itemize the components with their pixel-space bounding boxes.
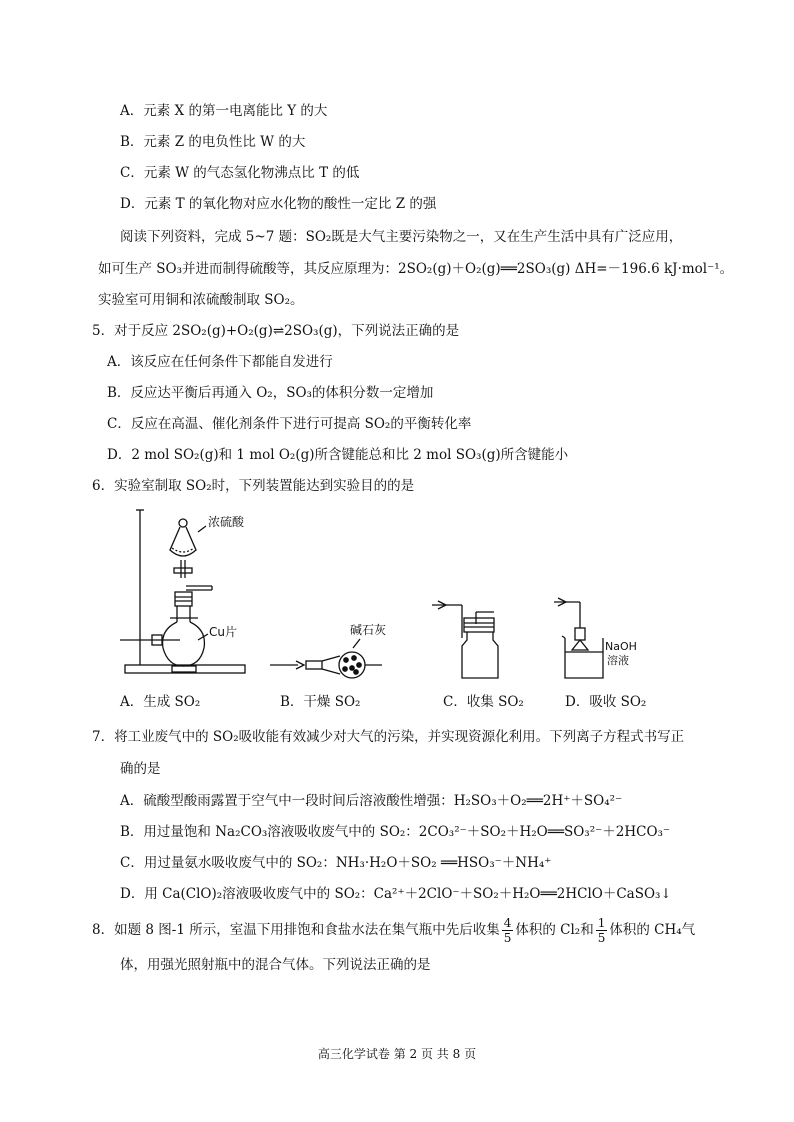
label-naoh: NaOH: [605, 640, 637, 653]
label-solution: 溶液: [607, 654, 629, 667]
q6-option-d: D．吸收 SO₂: [565, 694, 647, 710]
q6-option-a: A．生成 SO₂: [120, 694, 201, 710]
q4-option-c: C．元素 W 的气态氢化物沸点比 T 的低: [120, 165, 360, 181]
fraction-denominator: 5: [597, 931, 606, 945]
q6-option-c: C．收集 SO₂: [443, 694, 524, 710]
label-soda-lime: 碱石灰: [350, 623, 387, 637]
q8-text-part-2: 体积的 Cl₂和: [515, 922, 594, 938]
q4-option-b: B．元素 Z 的电负性比 W 的大: [120, 134, 306, 150]
q8-text-part-3: 体积的 CH₄气: [609, 922, 696, 938]
label-concentrated-sulfuric-acid: 浓硫酸: [208, 515, 245, 529]
q7-option-b: B．用过量饱和 Na₂CO₃溶液吸收废气中的 SO₂：2CO₃²⁻＋SO₂＋H₂O══SO₃²⁻＋2HCO₃⁻: [120, 824, 671, 840]
q5-option-c: C．反应在高温、催化剂条件下进行可提高 SO₂的平衡转化率: [107, 416, 472, 432]
q8-fraction-four-fifths: [502, 916, 514, 945]
q6-option-b: B．干燥 SO₂: [280, 694, 361, 710]
q7-stem-line-2: 确的是: [120, 761, 161, 777]
q8-stem-line-1: [92, 914, 695, 946]
q7-option-a: A．硫酸型酸雨露置于空气中一段时间后溶液酸性增强：H₂SO₃＋O₂══2H⁺＋SO₄²⁻: [120, 793, 623, 809]
page-footer: 高三化学试卷 第 2 页 共 8 页: [317, 1047, 477, 1061]
q5-option-d: D．2 mol SO₂(g)和 1 mol O₂(g)所含键能总和比 2 mol SO₃(g)所含键能小: [107, 447, 569, 463]
fraction-numerator: 4: [503, 916, 512, 930]
fraction-numerator: 1: [597, 916, 606, 930]
q5-stem: 5．对于反应 2SO₂(g)+O₂(g)⇌2SO₃(g)，下列说法正确的是: [92, 323, 460, 339]
q5-option-a: A．该反应在任何条件下都能自发进行: [107, 354, 333, 370]
q5-option-b: B．反应达平衡后再通入 O₂，SO₃的体积分数一定增加: [107, 385, 434, 401]
q4-option-d: D．元素 T 的氧化物对应水化物的酸性一定比 Z 的强: [120, 196, 437, 212]
q8-stem-line-2: 体，用强光照射瓶中的混合气体。下列说法正确的是: [120, 957, 431, 973]
q8-fraction-one-fifth: [596, 916, 608, 945]
q7-option-d: D．用 Ca(ClO)₂溶液吸收废气中的 SO₂：Ca²⁺＋2ClO⁻＋SO₂＋H₂O══2HClO＋CaSO₃↓: [120, 886, 672, 902]
q6-apparatus-figure: [110, 500, 680, 690]
q8-text-part-1: 8．如题 8 图-1 所示，室温下用排饱和食盐水法在集气瓶中先后收集: [92, 922, 500, 938]
reading-line-1: 阅读下列资料，完成 5~7 题：SO₂既是大气主要污染物之一，又在生产生活中具有广泛应用，: [120, 229, 683, 245]
q7-option-c: C．用过量氨水吸收废气中的 SO₂：NH₃·H₂O＋SO₂ ══HSO₃⁻＋NH₄⁺: [120, 855, 552, 871]
fraction-denominator: 5: [503, 931, 512, 945]
label-cu-piece: Cu片: [209, 625, 237, 639]
reading-line-3: 实验室可用铜和浓硫酸制取 SO₂。: [98, 292, 304, 308]
q6-stem: 6．实验室制取 SO₂时，下列装置能达到实验目的的是: [92, 478, 415, 494]
q7-stem-line-1: 7．将工业废气中的 SO₂吸收能有效减少对大气的污染，并实现资源化利用。下列离子方程式书写正: [92, 729, 685, 745]
reading-line-2: 如可生产 SO₃并进而制得硫酸等，其反应原理为：2SO₂(g)＋O₂(g)══2SO₃(g) ΔH=－196.6 kJ·mol⁻¹。: [98, 261, 734, 277]
q4-option-a: A．元素 X 的第一电离能比 Y 的大: [120, 103, 328, 119]
